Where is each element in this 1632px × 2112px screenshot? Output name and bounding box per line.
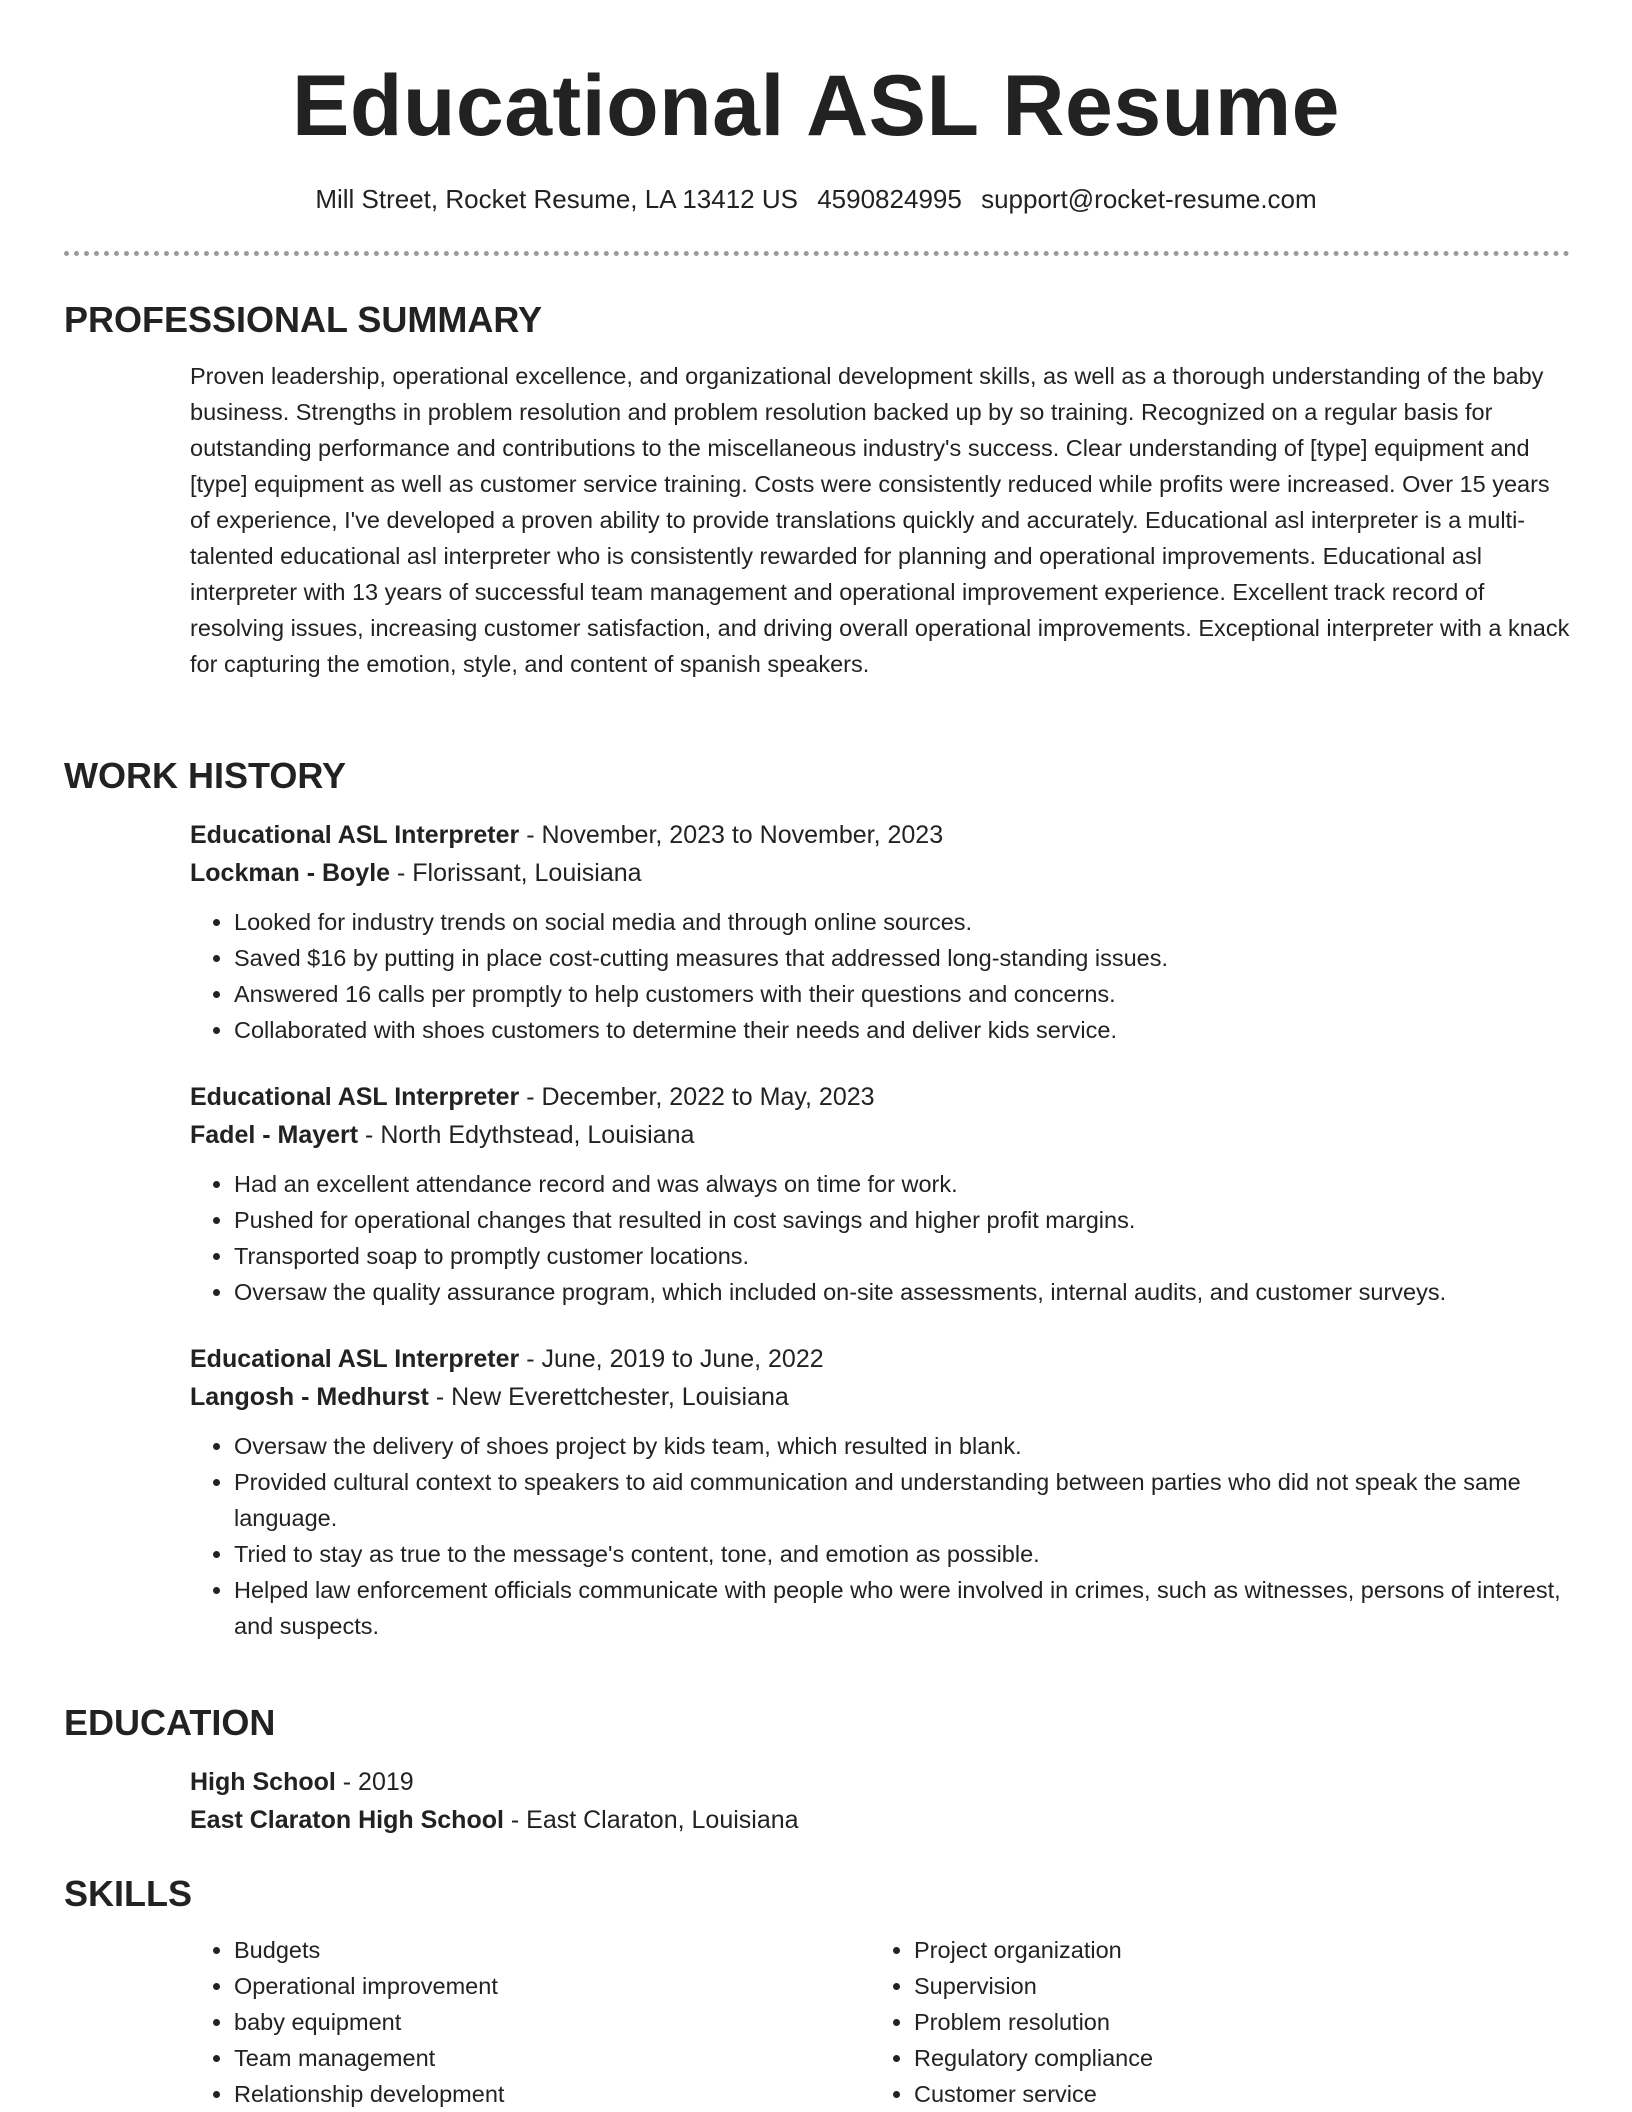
education-school: East Claraton High School [190, 1806, 504, 1834]
education-section [64, 1701, 1570, 1839]
page-title: Educational ASL Resume [291, 58, 1341, 154]
list-item: • Customer service [914, 2076, 1550, 2112]
job-bullets [190, 1166, 1570, 1310]
job-company-line [190, 854, 1570, 892]
skills-heading: SKILLS [64, 1873, 193, 1914]
list-item: • Helped law enforcement officials communicate with people who were involved in crimes, such as witnesses, persons of interest, and suspects. [234, 1572, 1570, 1644]
job-position: Educational ASL Interpreter [190, 821, 520, 849]
job-bullets [190, 904, 1570, 1048]
education-school-line [190, 1801, 1570, 1839]
list-item: • Relationship development [234, 2076, 870, 2112]
job-company: Lockman - Boyle [190, 859, 391, 887]
education-degree-line [190, 1763, 1570, 1801]
list-item: • Oversaw the quality assurance program, which included on-site assessments, internal audits, and customer surveys. [234, 1274, 1570, 1310]
education-entry [190, 1763, 1570, 1839]
list-item: • Regulatory compliance [914, 2040, 1550, 2076]
job-company-line [190, 1378, 1570, 1416]
skills-section [64, 1872, 1570, 2112]
job-dates: - December, 2022 to May, 2023 [519, 1083, 875, 1111]
list-item: • Saved $16 by putting in place cost-cutting measures that addressed long-standing issues. [234, 940, 1570, 976]
list-item: • Looked for industry trends on social media and through online sources. [234, 904, 1570, 940]
skills-column-left [190, 1932, 870, 2112]
job-position: Educational ASL Interpreter [190, 1083, 520, 1111]
list-item: • Operational improvement [234, 1968, 870, 2004]
job-location: - North Edythstead, Louisiana [358, 1121, 695, 1149]
email-link[interactable]: support@rocket-resume.com [981, 184, 1317, 214]
work-section [64, 754, 1570, 1644]
list-item: • Collaborated with shoes customers to determine their needs and deliver kids service. [234, 1012, 1570, 1048]
job-dates: - November, 2023 to November, 2023 [519, 821, 944, 849]
job-dates: - June, 2019 to June, 2022 [519, 1345, 824, 1373]
job-entry [190, 1078, 1570, 1310]
list-item: • Transported soap to promptly customer locations. [234, 1238, 1570, 1274]
job-location: - New Everettchester, Louisiana [428, 1383, 789, 1411]
list-item: • Pushed for operational changes that resulted in cost savings and higher profit margins. [234, 1202, 1570, 1238]
header-divider [64, 251, 1570, 256]
address-text: Mill Street, Rocket Resume, LA 13412 US [315, 184, 798, 214]
job-company-line [190, 1116, 1570, 1154]
list-item: • Budgets [234, 1932, 870, 1968]
education-year: - 2019 [335, 1768, 414, 1796]
education-degree: High School [190, 1768, 336, 1796]
job-location: - Florissant, Louisiana [390, 859, 642, 887]
job-company: Fadel - Mayert [190, 1121, 359, 1149]
list-item: • Answered 16 calls per promptly to help customers with their questions and concerns. [234, 976, 1570, 1012]
skills-columns [190, 1932, 1570, 2112]
list-item: • Team management [234, 2040, 870, 2076]
summary-text: Proven leadership, operational excellence, and organizational development skills, as well as a thorough understanding of the baby business. Strengths in problem resolution and problem resolution backed up by so training. Recognized on a regular basis for outstanding performance and contributions to the miscellaneous industry's success. Clear understanding of [type] equipment and [type] equipment as well as customer service training. Costs were consistently reduced while profits were increased. Over 15 years of experience, I've developed a proven ability to provide translations quickly and accurately. Educational asl interpreter is a multi-talented educational asl interpreter who is consistently rewarded for planning and operational improvements. Educational asl interpreter with 13 years of successful team management and operational improvement experience. Excellent track record of resolving issues, increasing customer satisfaction, and driving overall operational improvements. Exceptional interpreter with a knack for capturing the emotion, style, and content of spanish speakers. [190, 363, 1570, 677]
list-item: • Problem resolution [914, 2004, 1550, 2040]
list-item: • Had an excellent attendance record and was always on time for work. [234, 1166, 1570, 1202]
contact-line [0, 182, 1632, 216]
resume-header [0, 0, 1632, 216]
summary-section [64, 298, 1570, 682]
work-heading: WORK HISTORY [64, 755, 347, 796]
phone-text: 4590824995 [817, 184, 962, 214]
skills-column-right [870, 1932, 1550, 2112]
job-title-line [190, 1078, 1570, 1116]
job-entry [190, 816, 1570, 1048]
job-position: Educational ASL Interpreter [190, 1345, 520, 1373]
list-item: • Supervision [914, 1968, 1550, 2004]
job-company: Langosh - Medhurst [190, 1383, 429, 1411]
education-heading: EDUCATION [64, 1702, 276, 1743]
list-item: • baby equipment [234, 2004, 870, 2040]
summary-heading: PROFESSIONAL SUMMARY [64, 299, 543, 340]
job-entry [190, 1340, 1570, 1644]
list-item: • Project organization [914, 1932, 1550, 1968]
job-title-line [190, 1340, 1570, 1378]
job-bullets [190, 1428, 1570, 1644]
list-item: • Oversaw the delivery of shoes project by kids team, which resulted in blank. [234, 1428, 1570, 1464]
job-title-line [190, 816, 1570, 854]
list-item: • Tried to stay as true to the message's content, tone, and emotion as possible. [234, 1536, 1570, 1572]
list-item: • Provided cultural context to speakers to aid communication and understanding between parties who did not speak the same language. [234, 1464, 1570, 1536]
education-location: - East Claraton, Louisiana [503, 1806, 799, 1834]
